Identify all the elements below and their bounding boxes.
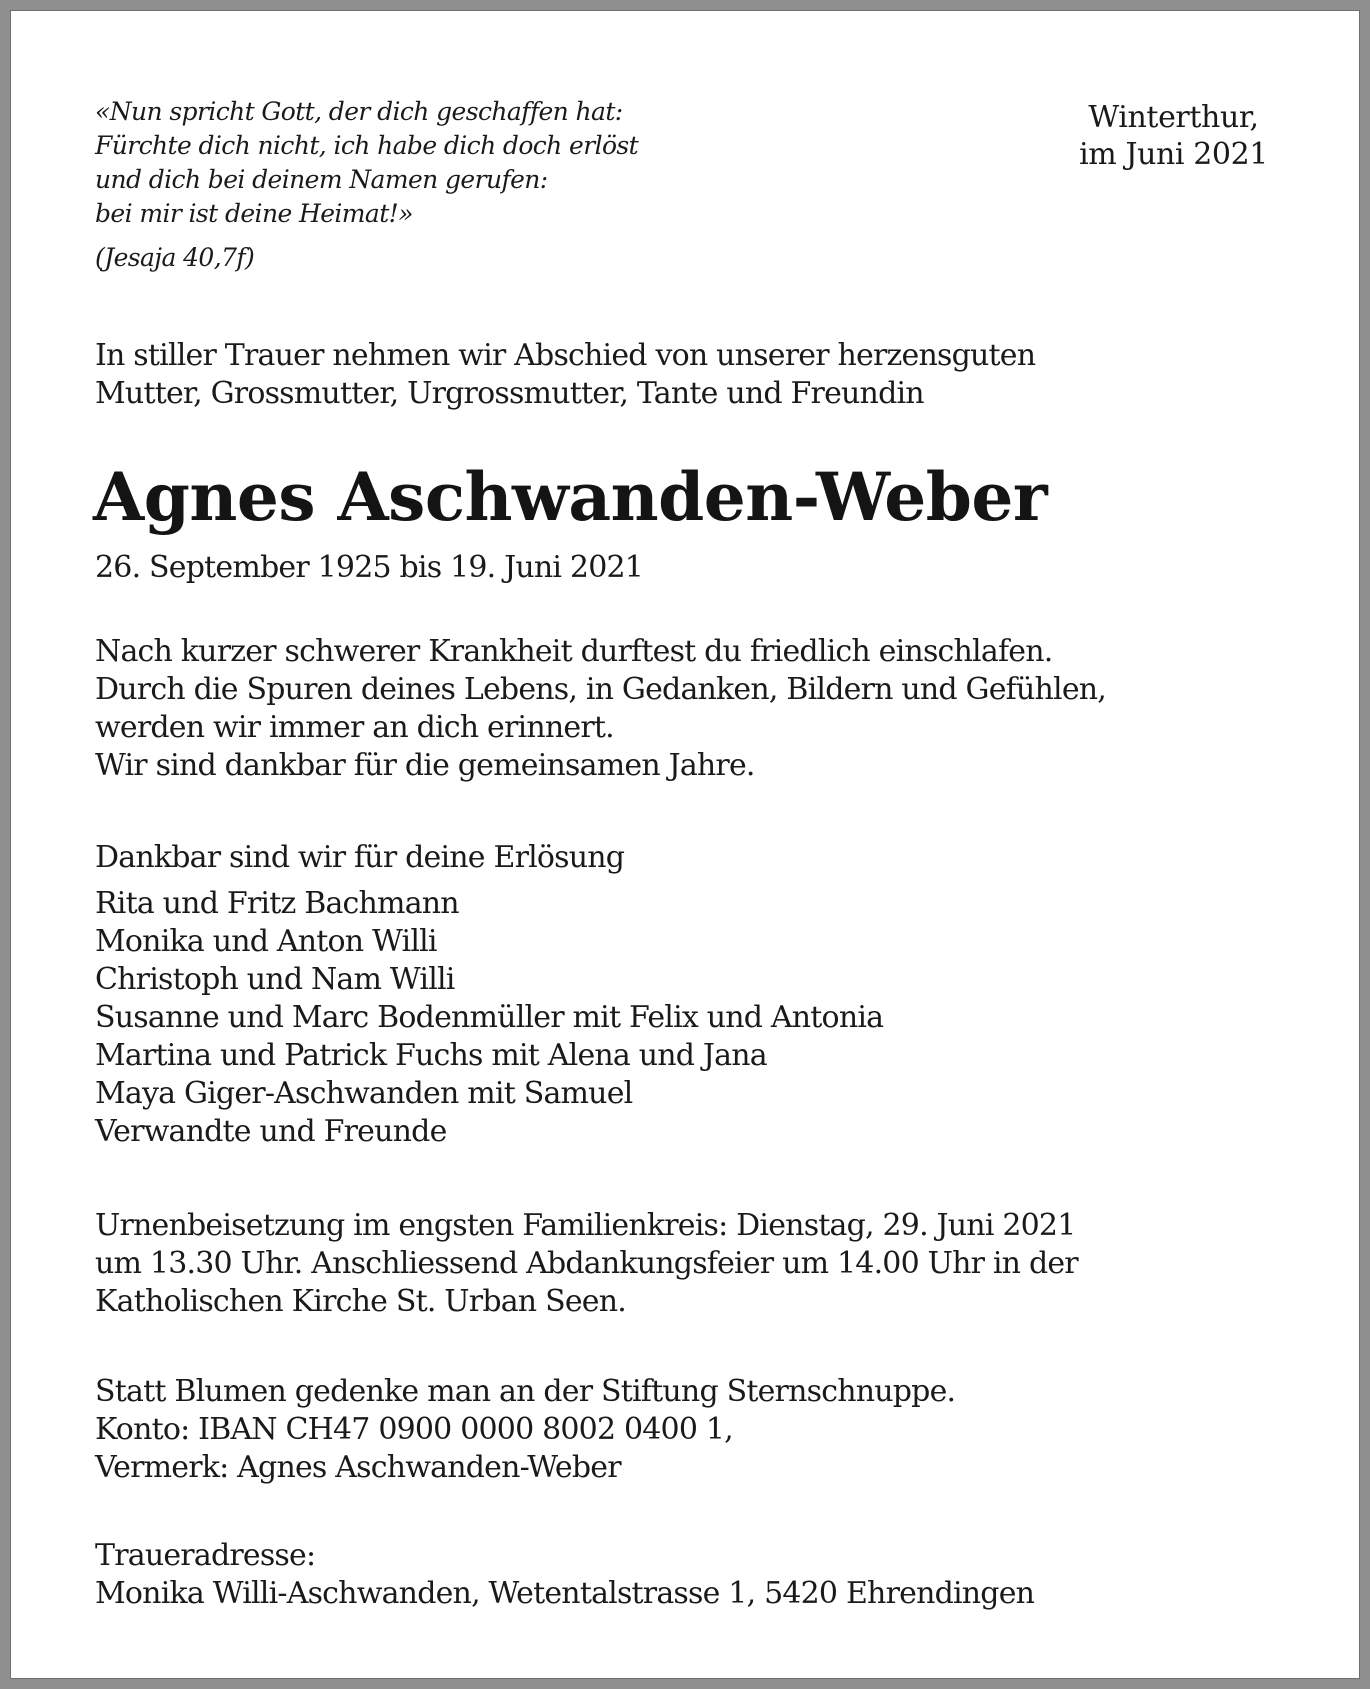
quote-line: Fürchte dich nicht, ich habe dich doch erlöst	[95, 131, 639, 160]
donation-info	[95, 1373, 1295, 1487]
quote-line: «Nun spricht Gott, der dich geschaffen hat:	[95, 97, 623, 126]
family-members-list	[95, 885, 1295, 1151]
address-label: Traueradresse:	[95, 1538, 316, 1573]
quote-source: (Jesaja 40,7f)	[95, 243, 255, 272]
deceased-name: Agnes Aschwanden-Weber	[93, 458, 1048, 536]
intro-text	[95, 337, 1295, 413]
family-member: Verwandte und Freunde	[95, 1114, 447, 1149]
family-member: Christoph und Nam Willi	[95, 962, 455, 997]
burial-info	[95, 1207, 1295, 1321]
donation-line: Vermerk: Agnes Aschwanden-Weber	[95, 1450, 621, 1485]
address-value: Monika Willi-Aschwanden, Wetentalstrasse 1, 5420 Ehrendingen	[95, 1576, 1035, 1611]
family-heading	[95, 839, 1295, 877]
message-line: Durch die Spuren deines Lebens, in Gedanken, Bildern und Gefühlen,	[95, 672, 1107, 707]
family-heading-text: Dankbar sind wir für deine Erlösung	[95, 840, 625, 875]
date: im Juni 2021	[1079, 137, 1268, 172]
donation-line: Statt Blumen gedenke man an der Stiftung Sternschnuppe.	[95, 1374, 956, 1409]
message-line: werden wir immer an dich erinnert.	[95, 710, 614, 745]
place: Winterthur,	[1088, 100, 1259, 135]
life-dates	[95, 549, 1295, 587]
family-member: Maya Giger-Aschwanden mit Samuel	[95, 1076, 633, 1111]
family-member: Susanne und Marc Bodenmüller mit Felix und Antonia	[95, 1000, 884, 1035]
burial-line: Katholischen Kirche St. Urban Seen.	[95, 1284, 626, 1319]
message-line: Nach kurzer schwerer Krankheit durftest du friedlich einschlafen.	[95, 634, 1053, 669]
burial-line: Urnenbeisetzung im engsten Familienkreis: Dienstag, 29. Juni 2021	[95, 1208, 1076, 1243]
farewell-message	[95, 633, 1295, 785]
family-member: Rita und Fritz Bachmann	[95, 886, 459, 921]
life-dates-text: 26. September 1925 bis 19. Juni 2021	[95, 550, 644, 585]
burial-line: um 13.30 Uhr. Anschliessend Abdankungsfeier um 14.00 Uhr in der	[95, 1246, 1078, 1281]
intro-line: In stiller Trauer nehmen wir Abschied von unserer herzensguten	[95, 338, 1036, 373]
donation-line: Konto: IBAN CH47 0900 0000 8002 0400 1,	[95, 1412, 733, 1447]
bible-quote	[95, 95, 735, 275]
family-member: Monika und Anton Willi	[95, 924, 437, 959]
quote-line: und dich bei deinem Namen gerufen:	[95, 165, 548, 194]
family-member: Martina und Patrick Fuchs mit Alena und Jana	[95, 1038, 767, 1073]
quote-line: bei mir ist deine Heimat!»	[95, 199, 413, 228]
mourning-address	[95, 1537, 1295, 1613]
place-and-date	[1079, 99, 1268, 173]
intro-line: Mutter, Grossmutter, Urgrossmutter, Tante und Freundin	[95, 376, 924, 411]
message-line: Wir sind dankbar für die gemeinsamen Jahre.	[95, 748, 755, 783]
obituary-page	[10, 10, 1360, 1679]
